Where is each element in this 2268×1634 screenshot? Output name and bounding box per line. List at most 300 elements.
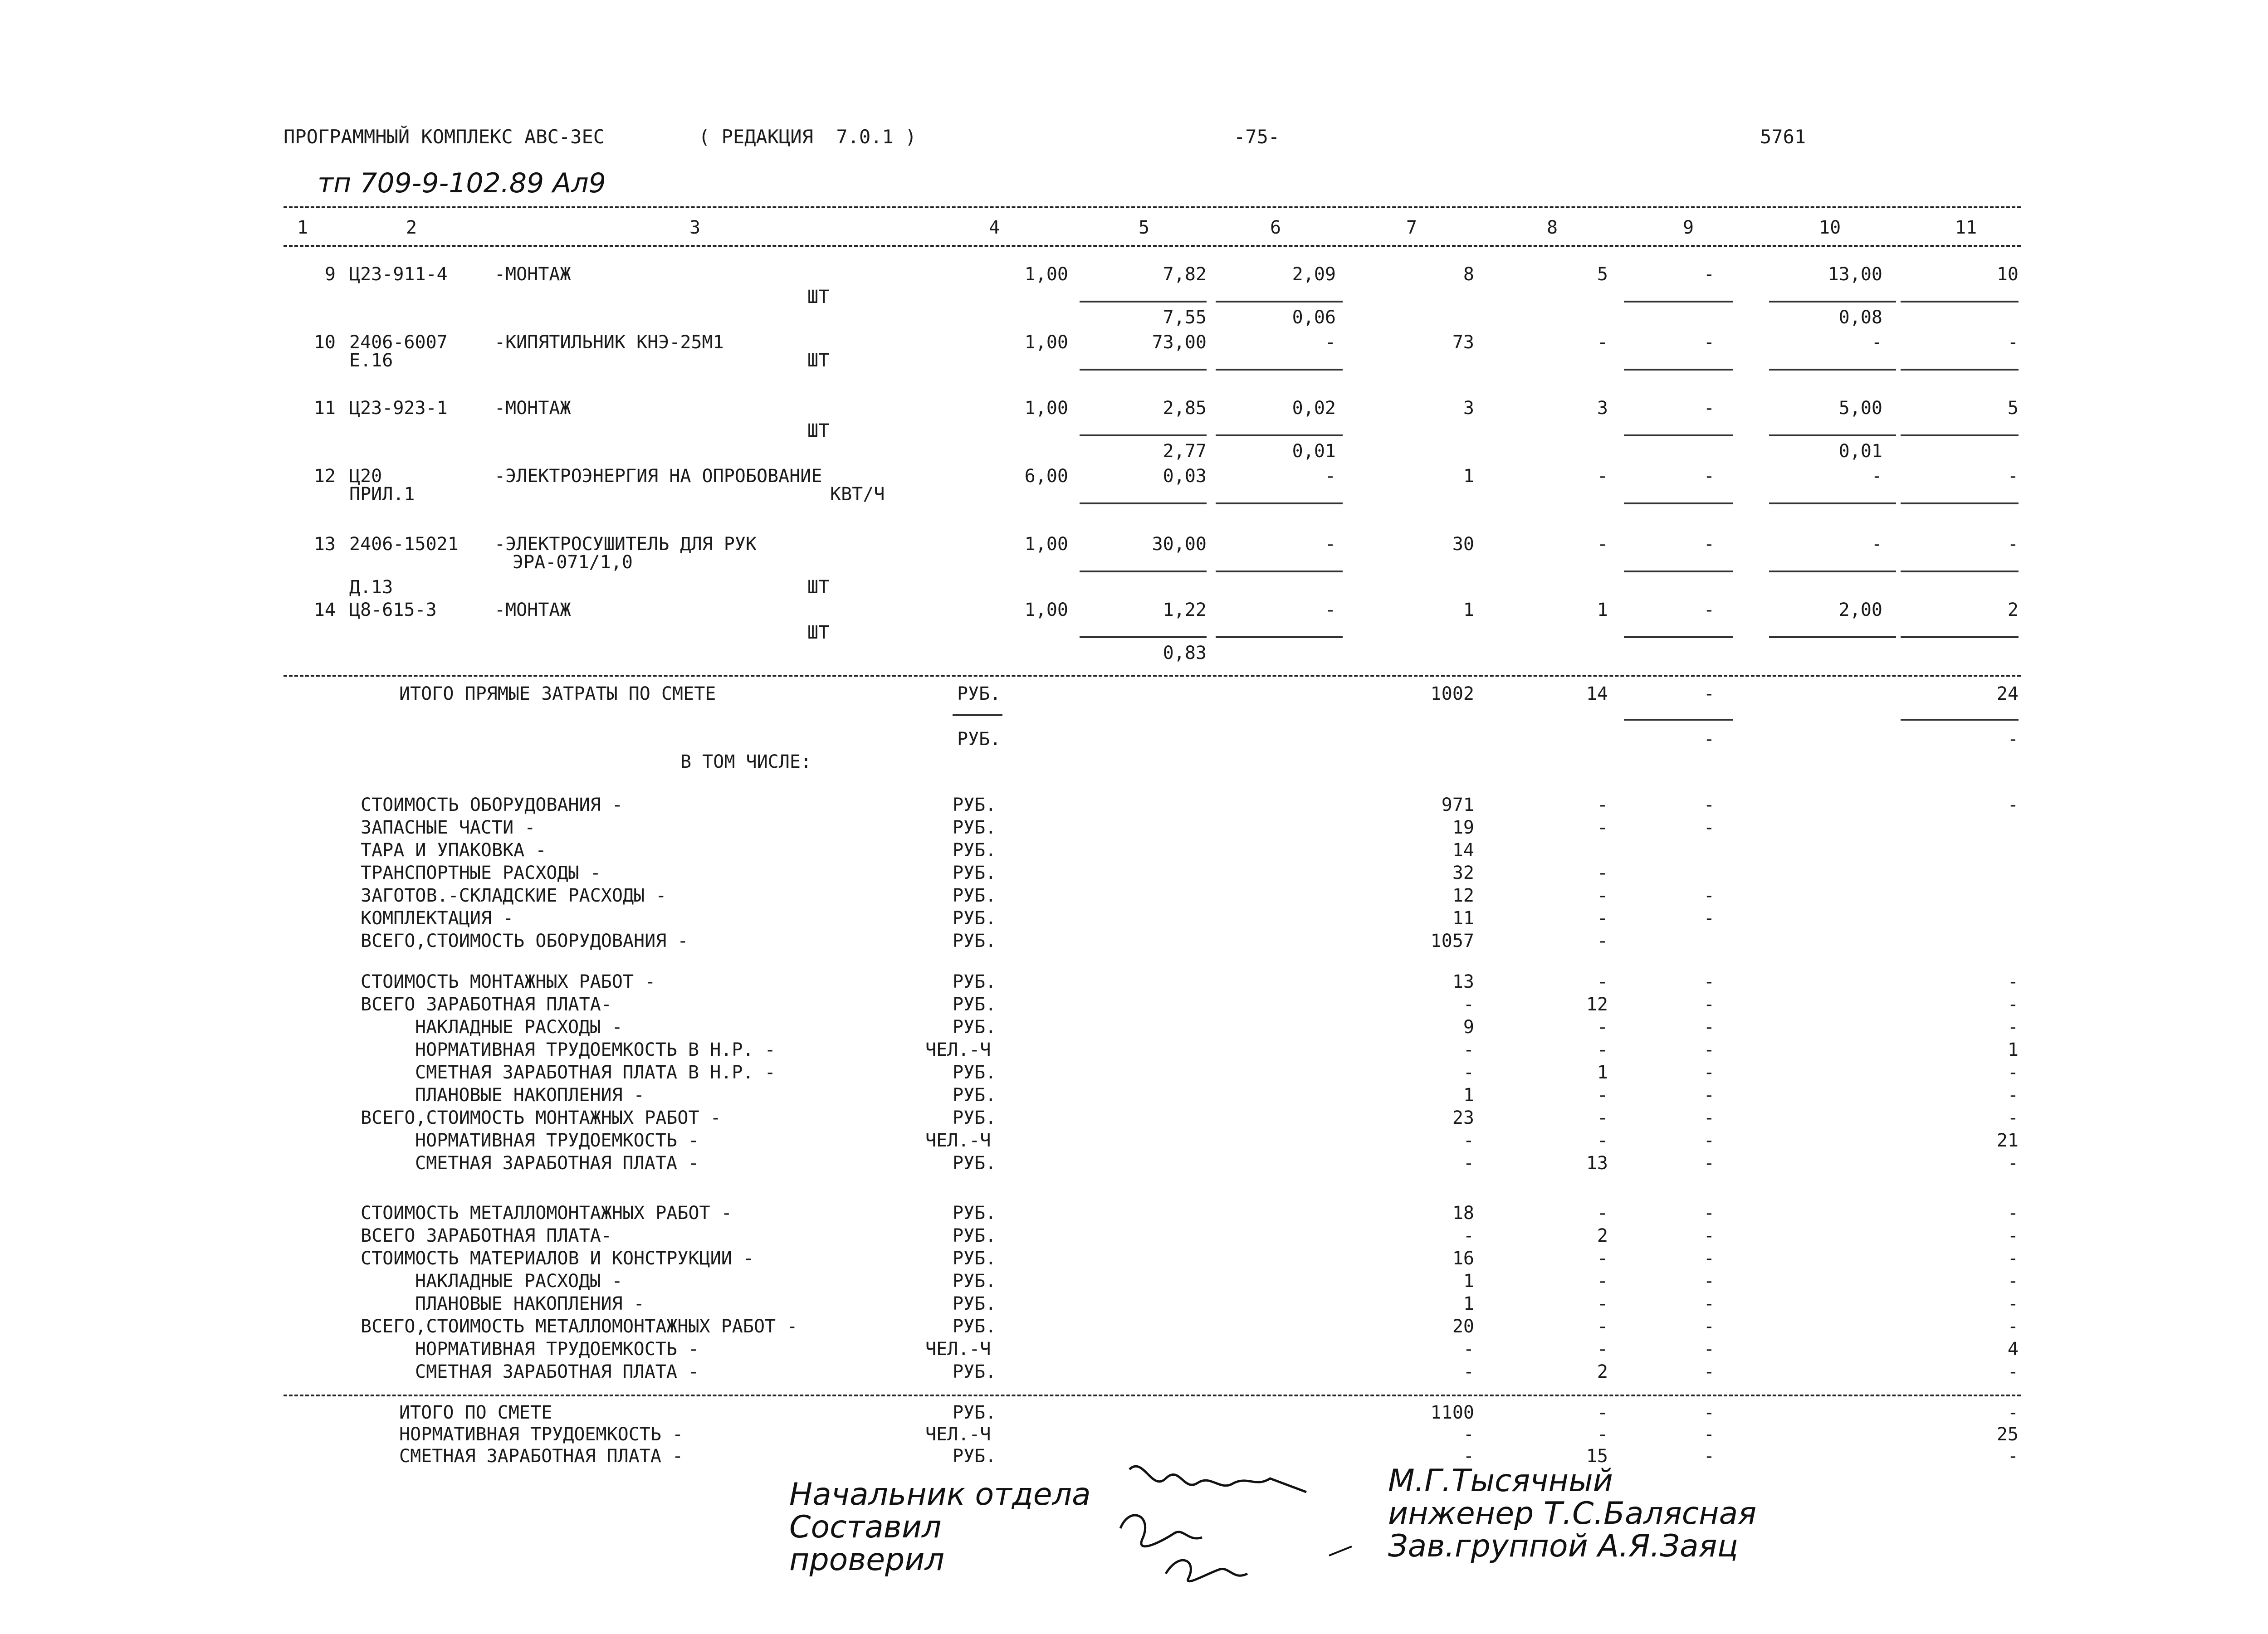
page-number: -75- — [1234, 126, 1280, 148]
summary-unit: РУБ. — [953, 1085, 997, 1106]
summary-unit: РУБ. — [953, 931, 997, 951]
summary-unit: РУБ. — [953, 1017, 997, 1038]
row-c8: - — [1597, 466, 1608, 487]
grand-total-c9: - — [1703, 1446, 1715, 1467]
summary-c9: - — [1703, 971, 1715, 992]
row-underline — [1080, 636, 1207, 638]
summary-c7: 1 — [1463, 1293, 1474, 1314]
summary-unit: РУБ. — [953, 885, 997, 906]
total-direct-c8: 14 — [1586, 683, 1608, 704]
grand-total-c8: 15 — [1586, 1446, 1608, 1467]
row-code-ref: Е.16 — [349, 350, 393, 371]
grand-total-label: ИТОГО ПО СМЕТЕ — [399, 1402, 552, 1423]
row-unit: КВТ/Ч — [830, 484, 885, 505]
summary-c8: - — [1597, 1339, 1608, 1360]
total-direct-c9: - — [1703, 683, 1715, 704]
row-unit: ШТ — [807, 577, 830, 598]
summary-label: СТОИМОСТЬ МЕТАЛЛОМОНТАЖНЫХ РАБОТ - — [361, 1203, 732, 1224]
summary-c11: - — [2007, 1361, 2019, 1382]
row-underline — [1216, 369, 1343, 371]
summary-c8: 2 — [1597, 1225, 1608, 1246]
row-c9: - — [1703, 264, 1715, 285]
row-underline — [1901, 369, 2019, 371]
row-number: 13 — [313, 534, 336, 555]
summary-c7: - — [1463, 1039, 1474, 1060]
summary-c7: 13 — [1452, 971, 1474, 992]
summary-c9: - — [1703, 1153, 1715, 1174]
summary-c11: 4 — [2007, 1339, 2019, 1360]
row-code: 2406-6007 — [349, 332, 448, 353]
summary-c11: - — [2007, 1203, 2019, 1224]
summary-c7: 971 — [1441, 795, 1474, 815]
grand-total-c11: - — [2007, 1402, 2019, 1423]
summary-c11: - — [2007, 795, 2019, 815]
summary-c7: 18 — [1452, 1203, 1474, 1224]
summary-c8: - — [1597, 1248, 1608, 1269]
row-underline — [1624, 434, 1733, 436]
total-underline — [1624, 719, 1733, 721]
row-name: -ЭЛЕКТРОЭНЕРГИЯ НА ОПРОБОВАНИЕ — [494, 466, 822, 487]
total-direct-unit-2: РУБ. — [957, 729, 1001, 750]
summary-c7: 1 — [1463, 1271, 1474, 1292]
row-unit: ШТ — [807, 287, 830, 307]
row-c9: - — [1703, 398, 1715, 419]
summary-label: ЗАГОТОВ.-СКЛАДСКИЕ РАСХОДЫ - — [361, 885, 667, 906]
row-c5: 73,00 — [1152, 332, 1207, 353]
row-name: -МОНТАЖ — [494, 264, 571, 285]
header-rule-bottom — [284, 245, 2021, 247]
grand-total-c7: 1100 — [1430, 1402, 1474, 1423]
total-underline — [1901, 719, 2019, 721]
total-direct-c7: 1002 — [1430, 683, 1474, 704]
signature-name: Зав.группой А.Я.Заяц — [1388, 1528, 1738, 1564]
summary-unit: РУБ. — [953, 1316, 997, 1337]
including-label: В ТОМ ЧИСЛЕ: — [680, 751, 811, 772]
summary-unit: РУБ. — [953, 1248, 997, 1269]
row-c11: 5 — [2007, 398, 2019, 419]
row-c9: - — [1703, 600, 1715, 620]
summary-c9: - — [1703, 1203, 1715, 1224]
summary-label: НОРМАТИВНАЯ ТРУДОЕМКОСТЬ - — [415, 1130, 699, 1151]
row-name: -МОНТАЖ — [494, 600, 571, 620]
summary-unit: РУБ. — [953, 863, 997, 883]
row-c10: 2,00 — [1838, 600, 1882, 620]
summary-c7: 9 — [1463, 1017, 1474, 1038]
summary-unit: РУБ. — [953, 840, 997, 861]
row-c8: - — [1597, 332, 1608, 353]
row-c8: - — [1597, 534, 1608, 555]
summary-c8: 12 — [1586, 994, 1608, 1015]
row-c5: 7,82 — [1163, 264, 1207, 285]
grand-total-c7: - — [1463, 1424, 1474, 1445]
summary-c7: 1057 — [1430, 931, 1474, 951]
row-c10: - — [1871, 332, 1882, 353]
row-underline — [1901, 301, 2019, 302]
total-direct-c11: 24 — [1996, 683, 2019, 704]
summary-c9: - — [1703, 1062, 1715, 1083]
row-c8: 3 — [1597, 398, 1608, 419]
summary-label: НОРМАТИВНАЯ ТРУДОЕМКОСТЬ В Н.Р. - — [415, 1039, 776, 1060]
summary-c8: - — [1597, 1107, 1608, 1128]
summary-c7: - — [1463, 1153, 1474, 1174]
row-code: Ц23-923-1 — [349, 398, 448, 419]
summary-c9: - — [1703, 1107, 1715, 1128]
row-underline — [1901, 434, 2019, 436]
row-c11: - — [2007, 534, 2019, 555]
summary-c9: - — [1703, 994, 1715, 1015]
summary-unit: РУБ. — [953, 817, 997, 838]
row-unit: ШТ — [807, 420, 830, 441]
row-name: -КИПЯТИЛЬНИК КНЭ-25М1 — [494, 332, 724, 353]
grand-total-label: СМЕТНАЯ ЗАРАБОТНАЯ ПЛАТА - — [399, 1446, 684, 1467]
summary-c7: - — [1463, 1339, 1474, 1360]
summary-c7: 20 — [1452, 1316, 1474, 1337]
summary-label: СМЕТНАЯ ЗАРАБОТНАЯ ПЛАТА - — [415, 1153, 699, 1174]
summary-label: ВСЕГО ЗАРАБОТНАЯ ПЛАТА- — [361, 994, 612, 1015]
column-number: 2 — [406, 217, 417, 238]
summary-c7: 11 — [1452, 908, 1474, 929]
summary-label: ПЛАНОВЫЕ НАКОПЛЕНИЯ - — [415, 1293, 645, 1314]
row-unit: ШТ — [807, 350, 830, 371]
summary-c8: - — [1597, 1316, 1608, 1337]
row-underline — [1624, 571, 1733, 572]
row-c10: - — [1871, 466, 1882, 487]
summary-c7: 16 — [1452, 1248, 1474, 1269]
total-direct-unit: РУБ. — [957, 683, 1001, 704]
row-code: 2406-15021 — [349, 534, 459, 555]
summary-c8: - — [1597, 1203, 1608, 1224]
summary-c8: 1 — [1597, 1062, 1608, 1083]
document-code: 5761 — [1760, 126, 1806, 148]
summary-unit: РУБ. — [953, 1203, 997, 1224]
row-underline — [1901, 636, 2019, 638]
row-quantity: 1,00 — [1024, 600, 1068, 620]
row-unit: ШТ — [807, 622, 830, 643]
row-underline — [1216, 301, 1343, 302]
summary-c11: 1 — [2007, 1039, 2019, 1060]
grand-total-c8: - — [1597, 1424, 1608, 1445]
summary-label: СМЕТНАЯ ЗАРАБОТНАЯ ПЛАТА - — [415, 1361, 699, 1382]
summary-unit: ЧЕЛ.-Ч — [925, 1339, 991, 1360]
summary-c11: - — [2007, 971, 2019, 992]
row-c10: - — [1871, 534, 1882, 555]
row-c6: - — [1325, 600, 1336, 620]
row-c6: - — [1325, 466, 1336, 487]
row-c10: 13,00 — [1828, 264, 1882, 285]
summary-label: ТРАНСПОРТНЫЕ РАСХОДЫ - — [361, 863, 601, 883]
row-underline — [1624, 502, 1733, 504]
row-c11: - — [2007, 466, 2019, 487]
summary-c11: - — [2007, 1107, 2019, 1128]
row-name: -ЭЛЕКТРОСУШИТЕЛЬ ДЛЯ РУК — [494, 534, 757, 555]
row-quantity: 6,00 — [1024, 466, 1068, 487]
summary-c9: - — [1703, 1293, 1715, 1314]
summary-label: СТОИМОСТЬ МОНТАЖНЫХ РАБОТ - — [361, 971, 656, 992]
column-number: 7 — [1406, 217, 1418, 238]
summary-c9: - — [1703, 1130, 1715, 1151]
row-underline — [1769, 301, 1896, 302]
row-underline — [1080, 369, 1207, 371]
summary-label: ЗАПАСНЫЕ ЧАСТИ - — [361, 817, 536, 838]
row-underline — [1624, 369, 1733, 371]
grand-total-c11: 25 — [1996, 1424, 2019, 1445]
summary-c9: - — [1703, 1271, 1715, 1292]
program-title: ПРОГРАММНЫЙ КОМПЛЕКС АВС-ЗЕС — [284, 126, 605, 148]
row-underline — [1769, 434, 1896, 436]
summary-c8: - — [1597, 863, 1608, 883]
signature-role: проверил — [789, 1542, 944, 1578]
row-c5b: 7,55 — [1163, 307, 1207, 328]
row-underline — [1769, 369, 1896, 371]
summary-c9: - — [1703, 1225, 1715, 1246]
summary-c9: - — [1703, 1361, 1715, 1382]
summary-c7: 14 — [1452, 840, 1474, 861]
row-c11: 2 — [2007, 600, 2019, 620]
row-underline — [1624, 301, 1733, 302]
summary-c9: - — [1703, 1248, 1715, 1269]
total-direct-c11b: - — [2007, 729, 2019, 750]
handwritten-signature-icon — [1111, 1451, 1365, 1596]
row-name: -МОНТАЖ — [494, 398, 571, 419]
summary-unit: РУБ. — [953, 1107, 997, 1128]
summary-c8: - — [1597, 971, 1608, 992]
summary-c8: - — [1597, 1017, 1608, 1038]
row-number: 14 — [313, 600, 336, 620]
row-underline — [1769, 636, 1896, 638]
row-c8: 1 — [1597, 600, 1608, 620]
summary-c8: - — [1597, 931, 1608, 951]
row-code: Ц23-911-4 — [349, 264, 448, 285]
summary-c7: - — [1463, 994, 1474, 1015]
row-c7: 1 — [1463, 600, 1474, 620]
total-unit-underline — [953, 714, 1002, 716]
row-c5: 0,03 — [1163, 466, 1207, 487]
row-quantity: 1,00 — [1024, 332, 1068, 353]
summary-c11: 21 — [1996, 1130, 2019, 1151]
summary-label: НАКЛАДНЫЕ РАСХОДЫ - — [415, 1017, 623, 1038]
row-quantity: 1,00 — [1024, 398, 1068, 419]
row-underline — [1080, 434, 1207, 436]
summary-label: СТОИМОСТЬ МАТЕРИАЛОВ И КОНСТРУКЦИИ - — [361, 1248, 754, 1269]
column-number: 11 — [1955, 217, 1977, 238]
summary-label: ТАРА И УПАКОВКА - — [361, 840, 547, 861]
rows-end-rule — [284, 675, 2021, 677]
summary-c8: - — [1597, 1271, 1608, 1292]
summary-c9: - — [1703, 1017, 1715, 1038]
row-c7: 73 — [1452, 332, 1474, 353]
row-c5b: 2,77 — [1163, 441, 1207, 462]
row-underline — [1769, 571, 1896, 572]
summary-label: ПЛАНОВЫЕ НАКОПЛЕНИЯ - — [415, 1085, 645, 1106]
row-c6: 2,09 — [1292, 264, 1336, 285]
row-underline — [1769, 502, 1896, 504]
grand-total-c9: - — [1703, 1424, 1715, 1445]
grand-total-unit: РУБ. — [953, 1446, 997, 1467]
summary-c8: 2 — [1597, 1361, 1608, 1382]
summary-unit: ЧЕЛ.-Ч — [925, 1039, 991, 1060]
summary-c8: 13 — [1586, 1153, 1608, 1174]
summary-unit: РУБ. — [953, 1271, 997, 1292]
summary-c7: 32 — [1452, 863, 1474, 883]
summary-c11: - — [2007, 994, 2019, 1015]
summary-label: ВСЕГО,СТОИМОСТЬ ОБОРУДОВАНИЯ - — [361, 931, 689, 951]
summary-c11: - — [2007, 1271, 2019, 1292]
summary-unit: РУБ. — [953, 795, 997, 815]
row-c10b: 0,08 — [1838, 307, 1882, 328]
summary-c8: - — [1597, 1130, 1608, 1151]
summary-c8: - — [1597, 817, 1608, 838]
grand-total-c8: - — [1597, 1402, 1608, 1423]
summary-c9: - — [1703, 885, 1715, 906]
summary-label: НОРМАТИВНАЯ ТРУДОЕМКОСТЬ - — [415, 1339, 699, 1360]
summary-unit: РУБ. — [953, 1361, 997, 1382]
summary-c11: - — [2007, 1153, 2019, 1174]
signature-name: инженер Т.С.Балясная — [1388, 1496, 1757, 1532]
row-underline — [1080, 301, 1207, 302]
summary-c11: - — [2007, 1062, 2019, 1083]
row-c6: - — [1325, 534, 1336, 555]
summary-c9: - — [1703, 1085, 1715, 1106]
summary-label: ВСЕГО,СТОИМОСТЬ МОНТАЖНЫХ РАБОТ - — [361, 1107, 721, 1128]
summary-c7: - — [1463, 1062, 1474, 1083]
row-c8: 5 — [1597, 264, 1608, 285]
column-number: 10 — [1819, 217, 1841, 238]
summary-c8: - — [1597, 1085, 1608, 1106]
row-code-ref: ПРИЛ.1 — [349, 484, 415, 505]
summary-c11: - — [2007, 1248, 2019, 1269]
grand-total-rule — [284, 1395, 2021, 1396]
row-underline — [1216, 636, 1343, 638]
column-number: 1 — [297, 217, 308, 238]
summary-unit: РУБ. — [953, 908, 997, 929]
row-name-extra: ЭРА-071/1,0 — [513, 552, 633, 573]
signature-role: Составил — [789, 1509, 942, 1545]
summary-c7: - — [1463, 1130, 1474, 1151]
summary-c7: 1 — [1463, 1085, 1474, 1106]
summary-c7: 12 — [1452, 885, 1474, 906]
summary-c9: - — [1703, 817, 1715, 838]
signature-role: Начальник отдела — [789, 1477, 1091, 1512]
summary-unit: РУБ. — [953, 1062, 997, 1083]
summary-c9: - — [1703, 1339, 1715, 1360]
row-quantity: 1,00 — [1024, 264, 1068, 285]
summary-c8: - — [1597, 908, 1608, 929]
summary-c9: - — [1703, 795, 1715, 815]
header-rule-top — [284, 206, 2021, 208]
row-number: 12 — [313, 466, 336, 487]
column-number: 5 — [1139, 217, 1150, 238]
summary-c9: - — [1703, 908, 1715, 929]
summary-c11: - — [2007, 1225, 2019, 1246]
summary-unit: ЧЕЛ.-Ч — [925, 1130, 991, 1151]
row-c7: 3 — [1463, 398, 1474, 419]
column-number: 6 — [1270, 217, 1281, 238]
row-underline — [1901, 571, 2019, 572]
row-c10: 5,00 — [1838, 398, 1882, 419]
total-direct-label: ИТОГО ПРЯМЫЕ ЗАТРАТЫ ПО СМЕТЕ — [399, 683, 716, 704]
row-c5: 30,00 — [1152, 534, 1207, 555]
grand-total-c11: - — [2007, 1446, 2019, 1467]
row-underline — [1080, 502, 1207, 504]
grand-total-unit: ЧЕЛ.-Ч — [925, 1424, 991, 1445]
row-c7: 30 — [1452, 534, 1474, 555]
row-underline — [1216, 434, 1343, 436]
row-number: 11 — [313, 398, 336, 419]
row-number: 9 — [324, 264, 336, 285]
row-underline — [1901, 502, 2019, 504]
row-number: 10 — [313, 332, 336, 353]
column-number: 9 — [1683, 217, 1694, 238]
summary-c11: - — [2007, 1085, 2019, 1106]
grand-total-unit: РУБ. — [953, 1402, 997, 1423]
summary-c7: - — [1463, 1361, 1474, 1382]
row-c10b: 0,01 — [1838, 441, 1882, 462]
summary-c7: - — [1463, 1225, 1474, 1246]
grand-total-c7: - — [1463, 1446, 1474, 1467]
row-c11: 10 — [1996, 264, 2019, 285]
summary-c8: - — [1597, 1039, 1608, 1060]
row-c7: 1 — [1463, 466, 1474, 487]
row-underline — [1080, 571, 1207, 572]
summary-c11: - — [2007, 1316, 2019, 1337]
row-c7: 8 — [1463, 264, 1474, 285]
project-number: тп 709-9-102.89 Ал9 — [318, 167, 606, 199]
row-c5: 2,85 — [1163, 398, 1207, 419]
summary-unit: РУБ. — [953, 994, 997, 1015]
summary-unit: РУБ. — [953, 971, 997, 992]
row-underline — [1216, 502, 1343, 504]
summary-label: НАКЛАДНЫЕ РАСХОДЫ - — [415, 1271, 623, 1292]
summary-label: СТОИМОСТЬ ОБОРУДОВАНИЯ - — [361, 795, 623, 815]
summary-unit: РУБ. — [953, 1293, 997, 1314]
summary-c9: - — [1703, 1039, 1715, 1060]
row-c9: - — [1703, 466, 1715, 487]
row-c5b: 0,83 — [1163, 643, 1207, 663]
grand-total-label: НОРМАТИВНАЯ ТРУДОЕМКОСТЬ - — [399, 1424, 684, 1445]
row-c6: - — [1325, 332, 1336, 353]
row-code: Ц20 — [349, 466, 382, 487]
summary-label: КОМПЛЕКТАЦИЯ - — [361, 908, 514, 929]
row-c11: - — [2007, 332, 2019, 353]
summary-unit: РУБ. — [953, 1153, 997, 1174]
summary-c8: - — [1597, 885, 1608, 906]
summary-c7: 19 — [1452, 817, 1474, 838]
edition-label: ( РЕДАКЦИЯ 7.0.1 ) — [699, 126, 917, 148]
summary-label: СМЕТНАЯ ЗАРАБОТНАЯ ПЛАТА В Н.Р. - — [415, 1062, 776, 1083]
summary-unit: РУБ. — [953, 1225, 997, 1246]
signature-name: М.Г.Тысячный — [1388, 1463, 1613, 1499]
row-underline — [1216, 571, 1343, 572]
summary-label: ВСЕГО,СТОИМОСТЬ МЕТАЛЛОМОНТАЖНЫХ РАБОТ - — [361, 1316, 798, 1337]
row-c6b: 0,01 — [1292, 441, 1336, 462]
summary-c11: - — [2007, 1293, 2019, 1314]
summary-c8: - — [1597, 795, 1608, 815]
column-number: 4 — [989, 217, 1000, 238]
row-c6b: 0,06 — [1292, 307, 1336, 328]
grand-total-c9: - — [1703, 1402, 1715, 1423]
summary-c7: 23 — [1452, 1107, 1474, 1128]
total-direct-c9b: - — [1703, 729, 1715, 750]
row-quantity: 1,00 — [1024, 534, 1068, 555]
row-c5: 1,22 — [1163, 600, 1207, 620]
row-c9: - — [1703, 332, 1715, 353]
row-code-ref: Д.13 — [349, 577, 393, 598]
row-code: Ц8-615-3 — [349, 600, 437, 620]
column-number: 8 — [1547, 217, 1558, 238]
summary-c11: - — [2007, 1017, 2019, 1038]
summary-c8: - — [1597, 1293, 1608, 1314]
summary-label: ВСЕГО ЗАРАБОТНАЯ ПЛАТА- — [361, 1225, 612, 1246]
